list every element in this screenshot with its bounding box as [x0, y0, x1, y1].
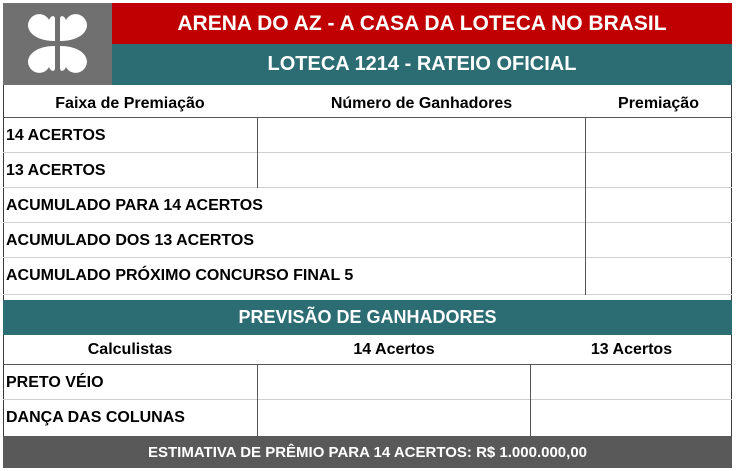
cell-danca-14	[258, 400, 530, 436]
col-header-premiacao: Premiação	[618, 95, 699, 112]
col-header-14-acertos: 14 Acertos	[353, 341, 435, 358]
grid-line	[257, 365, 258, 436]
cell-premiacao-13	[586, 153, 732, 188]
row-label: ACUMULADO PRÓXIMO CONCURSO FINAL 5	[6, 266, 354, 284]
row-label: DANÇA DAS COLUNAS	[6, 408, 185, 426]
section-title-previsao: PREVISÃO DE GANHADORES	[3, 300, 732, 335]
page-title: ARENA DO AZ - A CASA DA LOTECA NO BRASIL	[112, 3, 732, 44]
row-label: ACUMULADO PARA 14 ACERTOS	[6, 196, 263, 214]
row-label: 14 ACERTOS	[6, 126, 106, 144]
cell-ganhadores-13	[258, 153, 585, 188]
col-header-13-acertos: 13 Acertos	[590, 341, 673, 358]
cell-ganhadores-14	[258, 118, 585, 153]
col-header-calculistas: Calculistas	[87, 341, 173, 358]
cell-premiacao-acum14	[586, 188, 732, 223]
page-subtitle: LOTECA 1214 - RATEIO OFICIAL	[112, 44, 732, 85]
col-header-ganhadores: Número de Ganhadores	[330, 95, 513, 112]
grid-line	[257, 118, 258, 188]
row-label: 13 ACERTOS	[6, 161, 106, 179]
cell-danca-13	[531, 400, 732, 436]
cell-premiacao-14	[586, 118, 732, 153]
prize-estimate-footer: ESTIMATIVA DE PRÊMIO PARA 14 ACERTOS: R$ 1.000.000,00	[3, 436, 732, 468]
cell-preto-13	[531, 365, 732, 400]
row-label: PRETO VÉIO	[6, 373, 104, 391]
clover-icon	[3, 3, 112, 85]
cell-premiacao-final5	[586, 258, 732, 295]
cell-preto-14	[258, 365, 530, 400]
row-label: ACUMULADO DOS 13 ACERTOS	[6, 231, 255, 249]
col-header-faixa: Faixa de Premiação	[55, 95, 205, 112]
cell-premiacao-acum13	[586, 223, 732, 258]
logo	[3, 3, 112, 85]
grid-line	[530, 365, 531, 436]
grid-line	[585, 118, 586, 295]
